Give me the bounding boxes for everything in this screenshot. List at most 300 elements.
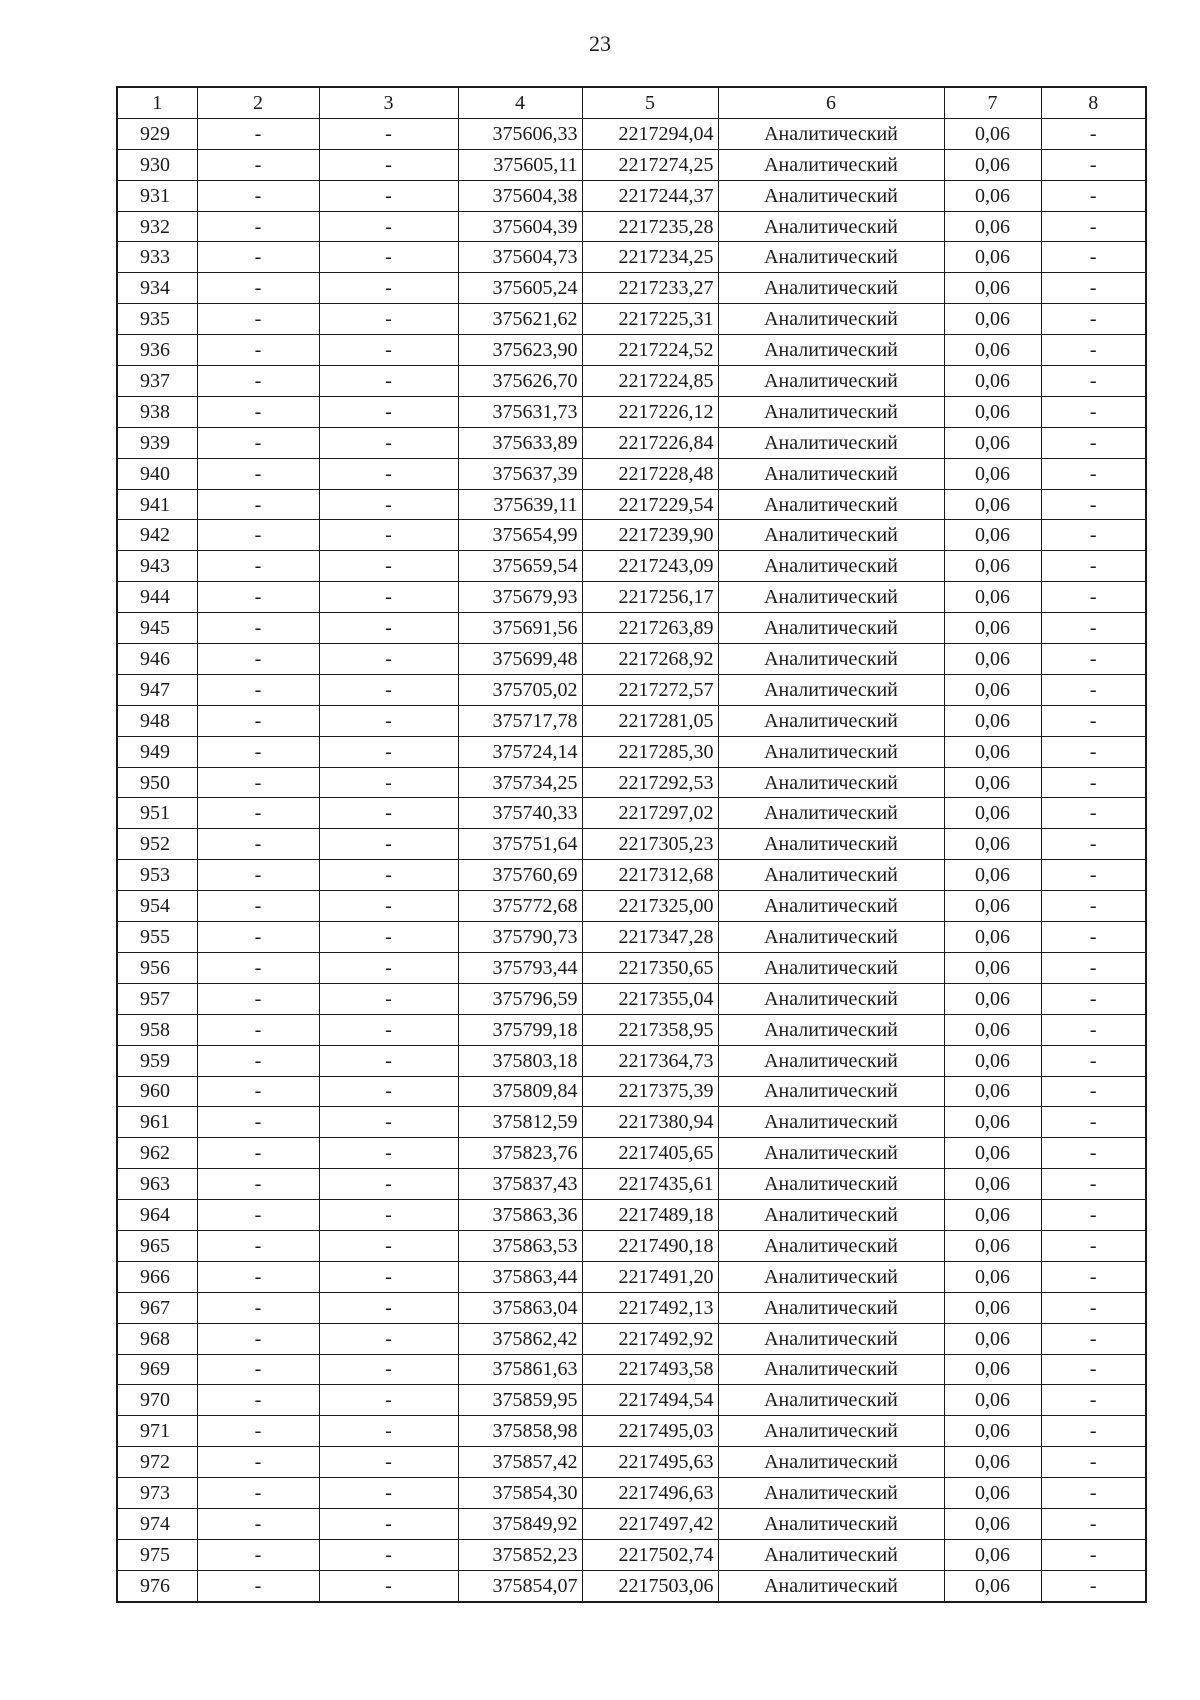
column-8-cell: -: [1041, 1570, 1146, 1601]
column-3-cell: -: [319, 1014, 458, 1045]
method-cell: Аналитический: [718, 551, 944, 582]
x-coordinate-cell: 375724,14: [458, 736, 582, 767]
method-cell: Аналитический: [718, 1014, 944, 1045]
column-8-cell: -: [1041, 1508, 1146, 1539]
table-row: [117, 1478, 1146, 1509]
method-cell: Аналитический: [718, 829, 944, 860]
table-row: [117, 180, 1146, 211]
point-number-cell: 929: [117, 118, 197, 149]
column-8-cell: -: [1041, 1447, 1146, 1478]
column-8-cell: -: [1041, 396, 1146, 427]
y-coordinate-cell: 2217268,92: [582, 644, 718, 675]
x-coordinate-cell: 375859,95: [458, 1385, 582, 1416]
table-row: [117, 952, 1146, 983]
accuracy-cell: 0,06: [944, 489, 1041, 520]
table-row: [117, 1045, 1146, 1076]
column-2-cell: -: [197, 396, 319, 427]
table-row: [117, 304, 1146, 335]
column-2-cell: -: [197, 891, 319, 922]
x-coordinate-cell: 375654,99: [458, 520, 582, 551]
table-row: [117, 458, 1146, 489]
column-header: 6: [718, 87, 944, 118]
column-8-cell: -: [1041, 674, 1146, 705]
column-2-cell: -: [197, 427, 319, 458]
method-cell: Аналитический: [718, 952, 944, 983]
column-2-cell: -: [197, 798, 319, 829]
x-coordinate-cell: 375796,59: [458, 983, 582, 1014]
x-coordinate-cell: 375633,89: [458, 427, 582, 458]
y-coordinate-cell: 2217297,02: [582, 798, 718, 829]
y-coordinate-cell: 2217285,30: [582, 736, 718, 767]
column-8-cell: -: [1041, 366, 1146, 397]
column-8-cell: -: [1041, 1261, 1146, 1292]
column-header: 7: [944, 87, 1041, 118]
column-2-cell: -: [197, 860, 319, 891]
y-coordinate-cell: 2217494,54: [582, 1385, 718, 1416]
y-coordinate-cell: 2217243,09: [582, 551, 718, 582]
column-header: 8: [1041, 87, 1146, 118]
table-row: [117, 1107, 1146, 1138]
point-number-cell: 955: [117, 922, 197, 953]
table-row: [117, 551, 1146, 582]
accuracy-cell: 0,06: [944, 736, 1041, 767]
x-coordinate-cell: 375863,53: [458, 1230, 582, 1261]
method-cell: Аналитический: [718, 1508, 944, 1539]
column-3-cell: -: [319, 180, 458, 211]
column-2-cell: -: [197, 644, 319, 675]
table-row: [117, 1014, 1146, 1045]
point-number-cell: 964: [117, 1200, 197, 1231]
column-2-cell: -: [197, 1076, 319, 1107]
point-number-cell: 930: [117, 149, 197, 180]
method-cell: Аналитический: [718, 1107, 944, 1138]
point-number-cell: 946: [117, 644, 197, 675]
table-row: [117, 1508, 1146, 1539]
column-3-cell: -: [319, 1138, 458, 1169]
table-row: [117, 767, 1146, 798]
point-number-cell: 949: [117, 736, 197, 767]
accuracy-cell: 0,06: [944, 1447, 1041, 1478]
table-row: [117, 983, 1146, 1014]
y-coordinate-cell: 2217364,73: [582, 1045, 718, 1076]
column-2-cell: -: [197, 1230, 319, 1261]
column-2-cell: -: [197, 304, 319, 335]
y-coordinate-cell: 2217492,13: [582, 1292, 718, 1323]
x-coordinate-cell: 375837,43: [458, 1169, 582, 1200]
x-coordinate-cell: 375812,59: [458, 1107, 582, 1138]
column-8-cell: -: [1041, 582, 1146, 613]
x-coordinate-cell: 375854,07: [458, 1570, 582, 1601]
method-cell: Аналитический: [718, 1230, 944, 1261]
point-number-cell: 934: [117, 273, 197, 304]
x-coordinate-cell: 375751,64: [458, 829, 582, 860]
y-coordinate-cell: 2217347,28: [582, 922, 718, 953]
column-2-cell: -: [197, 1045, 319, 1076]
x-coordinate-cell: 375605,24: [458, 273, 582, 304]
table-row: [117, 1416, 1146, 1447]
column-8-cell: -: [1041, 922, 1146, 953]
x-coordinate-cell: 375605,11: [458, 149, 582, 180]
column-2-cell: -: [197, 211, 319, 242]
method-cell: Аналитический: [718, 1570, 944, 1601]
column-8-cell: -: [1041, 1045, 1146, 1076]
accuracy-cell: 0,06: [944, 118, 1041, 149]
column-8-cell: -: [1041, 520, 1146, 551]
accuracy-cell: 0,06: [944, 1014, 1041, 1045]
method-cell: Аналитический: [718, 1169, 944, 1200]
method-cell: Аналитический: [718, 1354, 944, 1385]
accuracy-cell: 0,06: [944, 613, 1041, 644]
x-coordinate-cell: 375604,38: [458, 180, 582, 211]
x-coordinate-cell: 375861,63: [458, 1354, 582, 1385]
method-cell: Аналитический: [718, 767, 944, 798]
column-3-cell: -: [319, 1570, 458, 1601]
column-2-cell: -: [197, 551, 319, 582]
x-coordinate-cell: 375849,92: [458, 1508, 582, 1539]
column-3-cell: -: [319, 1292, 458, 1323]
accuracy-cell: 0,06: [944, 551, 1041, 582]
point-number-cell: 954: [117, 891, 197, 922]
column-8-cell: -: [1041, 335, 1146, 366]
point-number-cell: 973: [117, 1478, 197, 1509]
column-3-cell: -: [319, 1261, 458, 1292]
column-8-cell: -: [1041, 1416, 1146, 1447]
column-8-cell: -: [1041, 1539, 1146, 1570]
column-8-cell: -: [1041, 644, 1146, 675]
column-3-cell: -: [319, 674, 458, 705]
point-number-cell: 956: [117, 952, 197, 983]
column-8-cell: -: [1041, 1478, 1146, 1509]
column-3-cell: -: [319, 1045, 458, 1076]
column-3-cell: -: [319, 582, 458, 613]
point-number-cell: 941: [117, 489, 197, 520]
point-number-cell: 968: [117, 1323, 197, 1354]
point-number-cell: 950: [117, 767, 197, 798]
table-row: [117, 1261, 1146, 1292]
column-8-cell: -: [1041, 1014, 1146, 1045]
column-8-cell: -: [1041, 118, 1146, 149]
x-coordinate-cell: 375863,04: [458, 1292, 582, 1323]
x-coordinate-cell: 375639,11: [458, 489, 582, 520]
column-8-cell: -: [1041, 1292, 1146, 1323]
table-row: [117, 1200, 1146, 1231]
coordinates-table: [116, 86, 1147, 1603]
column-3-cell: -: [319, 952, 458, 983]
column-2-cell: -: [197, 613, 319, 644]
method-cell: Аналитический: [718, 1076, 944, 1107]
column-8-cell: -: [1041, 1107, 1146, 1138]
table-row: [117, 922, 1146, 953]
column-3-cell: -: [319, 1169, 458, 1200]
column-8-cell: -: [1041, 1323, 1146, 1354]
y-coordinate-cell: 2217325,00: [582, 891, 718, 922]
table-row: [117, 1230, 1146, 1261]
column-2-cell: -: [197, 366, 319, 397]
accuracy-cell: 0,06: [944, 767, 1041, 798]
point-number-cell: 947: [117, 674, 197, 705]
table-row: [117, 211, 1146, 242]
column-header: 1: [117, 87, 197, 118]
column-2-cell: -: [197, 1447, 319, 1478]
column-3-cell: -: [319, 335, 458, 366]
column-8-cell: -: [1041, 860, 1146, 891]
method-cell: Аналитический: [718, 396, 944, 427]
point-number-cell: 965: [117, 1230, 197, 1261]
column-3-cell: -: [319, 1354, 458, 1385]
column-header: 4: [458, 87, 582, 118]
column-2-cell: -: [197, 1478, 319, 1509]
y-coordinate-cell: 2217234,25: [582, 242, 718, 273]
y-coordinate-cell: 2217305,23: [582, 829, 718, 860]
column-3-cell: -: [319, 118, 458, 149]
column-8-cell: -: [1041, 211, 1146, 242]
method-cell: Аналитический: [718, 520, 944, 551]
table-row: [117, 427, 1146, 458]
column-2-cell: -: [197, 674, 319, 705]
point-number-cell: 953: [117, 860, 197, 891]
accuracy-cell: 0,06: [944, 1169, 1041, 1200]
y-coordinate-cell: 2217225,31: [582, 304, 718, 335]
y-coordinate-cell: 2217294,04: [582, 118, 718, 149]
column-3-cell: -: [319, 551, 458, 582]
column-8-cell: -: [1041, 304, 1146, 335]
column-8-cell: -: [1041, 829, 1146, 860]
x-coordinate-cell: 375626,70: [458, 366, 582, 397]
column-3-cell: -: [319, 644, 458, 675]
x-coordinate-cell: 375604,73: [458, 242, 582, 273]
column-3-cell: -: [319, 1508, 458, 1539]
column-8-cell: -: [1041, 180, 1146, 211]
point-number-cell: 942: [117, 520, 197, 551]
column-3-cell: -: [319, 489, 458, 520]
y-coordinate-cell: 2217272,57: [582, 674, 718, 705]
table-row: [117, 242, 1146, 273]
method-cell: Аналитический: [718, 891, 944, 922]
method-cell: Аналитический: [718, 983, 944, 1014]
column-2-cell: -: [197, 1292, 319, 1323]
column-8-cell: -: [1041, 551, 1146, 582]
table-row: [117, 644, 1146, 675]
y-coordinate-cell: 2217375,39: [582, 1076, 718, 1107]
column-3-cell: -: [319, 1539, 458, 1570]
column-2-cell: -: [197, 1261, 319, 1292]
column-2-cell: -: [197, 118, 319, 149]
point-number-cell: 958: [117, 1014, 197, 1045]
page-number: 23: [589, 31, 611, 56]
point-number-cell: 933: [117, 242, 197, 273]
method-cell: Аналитический: [718, 489, 944, 520]
point-number-cell: 972: [117, 1447, 197, 1478]
x-coordinate-cell: 375679,93: [458, 582, 582, 613]
table-row: [117, 891, 1146, 922]
column-8-cell: -: [1041, 1138, 1146, 1169]
method-cell: Аналитический: [718, 1045, 944, 1076]
table-row: [117, 860, 1146, 891]
column-2-cell: -: [197, 705, 319, 736]
x-coordinate-cell: 375604,39: [458, 211, 582, 242]
column-2-cell: -: [197, 489, 319, 520]
x-coordinate-cell: 375862,42: [458, 1323, 582, 1354]
column-3-cell: -: [319, 1230, 458, 1261]
x-coordinate-cell: 375858,98: [458, 1416, 582, 1447]
column-2-cell: -: [197, 458, 319, 489]
column-3-cell: -: [319, 798, 458, 829]
y-coordinate-cell: 2217226,12: [582, 396, 718, 427]
table-row: [117, 1076, 1146, 1107]
point-number-cell: 966: [117, 1261, 197, 1292]
column-2-cell: -: [197, 1539, 319, 1570]
accuracy-cell: 0,06: [944, 860, 1041, 891]
point-number-cell: 974: [117, 1508, 197, 1539]
x-coordinate-cell: 375799,18: [458, 1014, 582, 1045]
column-2-cell: -: [197, 1385, 319, 1416]
point-number-cell: 948: [117, 705, 197, 736]
y-coordinate-cell: 2217263,89: [582, 613, 718, 644]
table-row: [117, 1138, 1146, 1169]
column-3-cell: -: [319, 736, 458, 767]
accuracy-cell: 0,06: [944, 983, 1041, 1014]
accuracy-cell: 0,06: [944, 520, 1041, 551]
column-3-cell: -: [319, 860, 458, 891]
column-2-cell: -: [197, 520, 319, 551]
x-coordinate-cell: 375857,42: [458, 1447, 582, 1478]
column-2-cell: -: [197, 1200, 319, 1231]
table-row: [117, 1447, 1146, 1478]
x-coordinate-cell: 375621,62: [458, 304, 582, 335]
method-cell: Аналитический: [718, 335, 944, 366]
column-2-cell: -: [197, 180, 319, 211]
method-cell: Аналитический: [718, 705, 944, 736]
column-3-cell: -: [319, 211, 458, 242]
x-coordinate-cell: 375740,33: [458, 798, 582, 829]
method-cell: Аналитический: [718, 1416, 944, 1447]
column-8-cell: -: [1041, 242, 1146, 273]
x-coordinate-cell: 375699,48: [458, 644, 582, 675]
column-8-cell: -: [1041, 1385, 1146, 1416]
point-number-cell: 937: [117, 366, 197, 397]
method-cell: Аналитический: [718, 1138, 944, 1169]
method-cell: Аналитический: [718, 798, 944, 829]
point-number-cell: 952: [117, 829, 197, 860]
column-8-cell: -: [1041, 273, 1146, 304]
column-8-cell: -: [1041, 798, 1146, 829]
accuracy-cell: 0,06: [944, 1076, 1041, 1107]
x-coordinate-cell: 375606,33: [458, 118, 582, 149]
accuracy-cell: 0,06: [944, 798, 1041, 829]
point-number-cell: 940: [117, 458, 197, 489]
x-coordinate-cell: 375823,76: [458, 1138, 582, 1169]
accuracy-cell: 0,06: [944, 705, 1041, 736]
x-coordinate-cell: 375659,54: [458, 551, 582, 582]
point-number-cell: 969: [117, 1354, 197, 1385]
method-cell: Аналитический: [718, 922, 944, 953]
column-8-cell: -: [1041, 705, 1146, 736]
accuracy-cell: 0,06: [944, 366, 1041, 397]
accuracy-cell: 0,06: [944, 1508, 1041, 1539]
column-2-cell: -: [197, 1570, 319, 1601]
column-8-cell: -: [1041, 1354, 1146, 1385]
accuracy-cell: 0,06: [944, 1478, 1041, 1509]
table-row: [117, 489, 1146, 520]
method-cell: Аналитический: [718, 273, 944, 304]
method-cell: Аналитический: [718, 1385, 944, 1416]
column-2-cell: -: [197, 829, 319, 860]
point-number-cell: 945: [117, 613, 197, 644]
point-number-cell: 951: [117, 798, 197, 829]
accuracy-cell: 0,06: [944, 952, 1041, 983]
column-header: 3: [319, 87, 458, 118]
column-3-cell: -: [319, 1447, 458, 1478]
accuracy-cell: 0,06: [944, 1138, 1041, 1169]
column-2-cell: -: [197, 1107, 319, 1138]
table-row: [117, 118, 1146, 149]
accuracy-cell: 0,06: [944, 335, 1041, 366]
y-coordinate-cell: 2217490,18: [582, 1230, 718, 1261]
x-coordinate-cell: 375637,39: [458, 458, 582, 489]
point-number-cell: 976: [117, 1570, 197, 1601]
column-2-cell: -: [197, 1014, 319, 1045]
column-3-cell: -: [319, 1323, 458, 1354]
y-coordinate-cell: 2217228,48: [582, 458, 718, 489]
method-cell: Аналитический: [718, 211, 944, 242]
y-coordinate-cell: 2217380,94: [582, 1107, 718, 1138]
column-8-cell: -: [1041, 149, 1146, 180]
method-cell: Аналитический: [718, 180, 944, 211]
column-3-cell: -: [319, 1478, 458, 1509]
y-coordinate-cell: 2217274,25: [582, 149, 718, 180]
point-number-cell: 957: [117, 983, 197, 1014]
y-coordinate-cell: 2217495,03: [582, 1416, 718, 1447]
point-number-cell: 963: [117, 1169, 197, 1200]
column-3-cell: -: [319, 1076, 458, 1107]
x-coordinate-cell: 375790,73: [458, 922, 582, 953]
y-coordinate-cell: 2217489,18: [582, 1200, 718, 1231]
x-coordinate-cell: 375863,44: [458, 1261, 582, 1292]
y-coordinate-cell: 2217435,61: [582, 1169, 718, 1200]
column-2-cell: -: [197, 273, 319, 304]
point-number-cell: 961: [117, 1107, 197, 1138]
point-number-cell: 971: [117, 1416, 197, 1447]
table-row: [117, 705, 1146, 736]
column-3-cell: -: [319, 767, 458, 798]
method-cell: Аналитический: [718, 736, 944, 767]
y-coordinate-cell: 2217235,28: [582, 211, 718, 242]
column-2-cell: -: [197, 1323, 319, 1354]
method-cell: Аналитический: [718, 1539, 944, 1570]
accuracy-cell: 0,06: [944, 1416, 1041, 1447]
y-coordinate-cell: 2217233,27: [582, 273, 718, 304]
method-cell: Аналитический: [718, 1323, 944, 1354]
accuracy-cell: 0,06: [944, 242, 1041, 273]
accuracy-cell: 0,06: [944, 1385, 1041, 1416]
method-cell: Аналитический: [718, 644, 944, 675]
column-2-cell: -: [197, 1416, 319, 1447]
method-cell: Аналитический: [718, 1447, 944, 1478]
x-coordinate-cell: 375793,44: [458, 952, 582, 983]
table-row: [117, 335, 1146, 366]
column-2-cell: -: [197, 149, 319, 180]
table-row: [117, 366, 1146, 397]
y-coordinate-cell: 2217496,63: [582, 1478, 718, 1509]
table-row: [117, 273, 1146, 304]
x-coordinate-cell: 375803,18: [458, 1045, 582, 1076]
x-coordinate-cell: 375734,25: [458, 767, 582, 798]
point-number-cell: 939: [117, 427, 197, 458]
column-2-cell: -: [197, 952, 319, 983]
column-2-cell: -: [197, 767, 319, 798]
y-coordinate-cell: 2217350,65: [582, 952, 718, 983]
point-number-cell: 960: [117, 1076, 197, 1107]
